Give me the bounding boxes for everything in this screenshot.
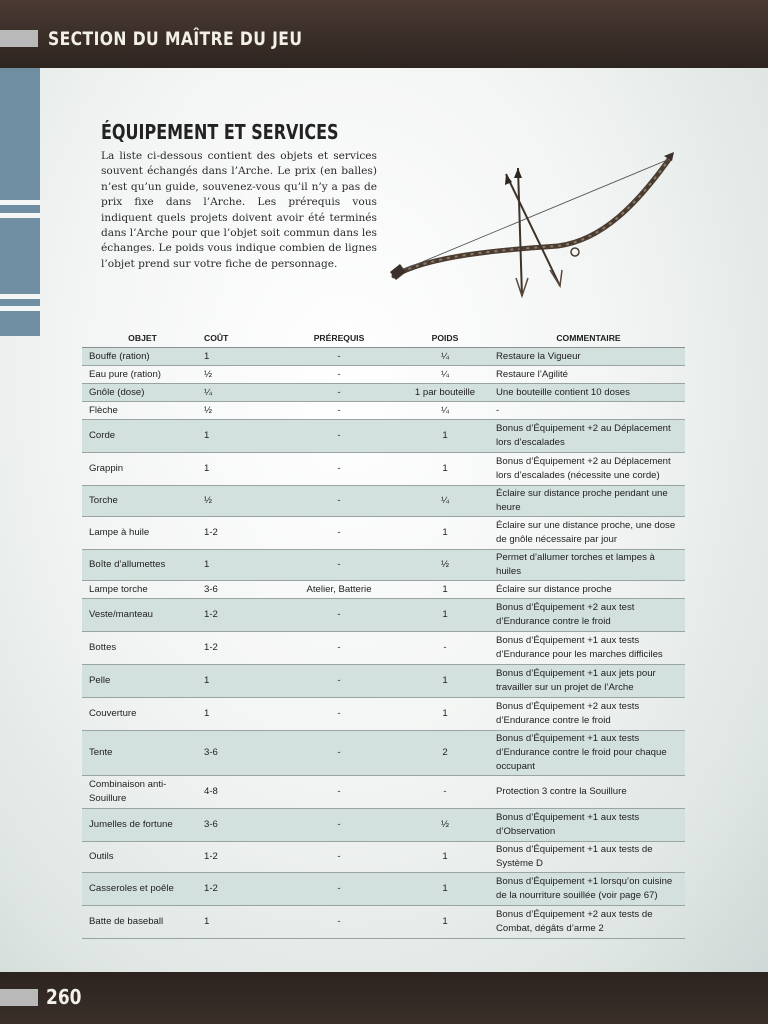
cell-objet: Couverture	[82, 698, 200, 731]
cell-prerequis: -	[278, 809, 400, 842]
table-row	[82, 366, 685, 384]
cell-objet: Batte de baseball	[82, 906, 200, 939]
cell-cout: 1-2	[200, 517, 278, 550]
table-row	[82, 453, 685, 486]
cell-objet: Bouffe (ration)	[82, 348, 200, 366]
cell-poids: 1	[400, 420, 490, 453]
cell-poids: -	[400, 632, 490, 665]
cell-commentaire: Bonus d’Équipement +2 aux tests d’Endurance contre le froid	[490, 698, 685, 731]
cell-prerequis: -	[278, 453, 400, 486]
cell-objet: Casseroles et poêle	[82, 873, 200, 906]
cell-prerequis: -	[278, 348, 400, 366]
table-row	[82, 348, 685, 366]
cell-prerequis: -	[278, 402, 400, 420]
column-header-poids: POIDS	[400, 328, 490, 348]
cell-objet: Jumelles de fortune	[82, 809, 200, 842]
column-header-prerequis: PRÉREQUIS	[278, 328, 400, 348]
cell-cout: 1-2	[200, 873, 278, 906]
cell-poids: 1	[400, 517, 490, 550]
cell-cout: ½	[200, 402, 278, 420]
cell-objet: Torche	[82, 486, 200, 517]
cell-objet: Gnôle (dose)	[82, 384, 200, 402]
table-row	[82, 486, 685, 517]
cell-cout: 3-6	[200, 731, 278, 776]
cell-poids: 1	[400, 599, 490, 632]
side-tab-stripe	[0, 306, 40, 311]
cell-poids: 1	[400, 698, 490, 731]
cell-prerequis: -	[278, 550, 400, 581]
column-header-objet: OBJET	[82, 328, 200, 348]
table-row	[82, 776, 685, 809]
cell-objet: Boîte d’allumettes	[82, 550, 200, 581]
side-tab-stripe	[0, 200, 40, 205]
table-row	[82, 420, 685, 453]
cell-cout: 1	[200, 698, 278, 731]
cell-prerequis: -	[278, 486, 400, 517]
column-header-commentaire: COMMENTAIRE	[490, 328, 685, 348]
cell-objet: Bottes	[82, 632, 200, 665]
cell-prerequis: -	[278, 842, 400, 873]
cell-cout: 1	[200, 420, 278, 453]
cell-commentaire: Bonus d’Équipement +1 lorsqu’on cuisine de la nourriture souillée (voir page 67)	[490, 873, 685, 906]
cell-prerequis: -	[278, 731, 400, 776]
cell-objet: Combinaison anti-Souillure	[82, 776, 200, 809]
cell-objet: Grappin	[82, 453, 200, 486]
cell-objet: Corde	[82, 420, 200, 453]
cell-objet: Veste/manteau	[82, 599, 200, 632]
cell-poids: ½	[400, 550, 490, 581]
cell-objet: Outils	[82, 842, 200, 873]
cell-cout: 1	[200, 453, 278, 486]
cell-poids: ¼	[400, 486, 490, 517]
cell-prerequis: -	[278, 776, 400, 809]
cell-commentaire: Bonus d’Équipement +2 aux tests de Combat, dégâts d’arme 2	[490, 906, 685, 939]
cell-commentaire: Bonus d’Équipement +1 aux tests d’Endurance contre le froid pour chaque occupant	[490, 731, 685, 776]
header-accent-bar	[0, 30, 38, 47]
cell-poids: 1	[400, 453, 490, 486]
cell-commentaire: Bonus d’Équipement +1 aux tests de Système D	[490, 842, 685, 873]
cell-prerequis: -	[278, 599, 400, 632]
cell-commentaire: Bonus d’Équipement +2 aux test d’Endurance contre le froid	[490, 599, 685, 632]
cell-poids: 1	[400, 842, 490, 873]
cell-cout: 3-6	[200, 809, 278, 842]
table-row	[82, 698, 685, 731]
cell-commentaire: Restaure la Vigueur	[490, 348, 685, 366]
cell-prerequis: -	[278, 906, 400, 939]
cell-poids: 1	[400, 873, 490, 906]
table-row	[82, 581, 685, 599]
table-row	[82, 632, 685, 665]
cell-commentaire: -	[490, 402, 685, 420]
cell-poids: 1	[400, 906, 490, 939]
cell-poids: ¼	[400, 348, 490, 366]
cell-cout: 1	[200, 906, 278, 939]
table-row	[82, 731, 685, 776]
cell-cout: 4-8	[200, 776, 278, 809]
cell-commentaire: Bonus d’Équipement +1 aux jets pour travailler sur un projet de l’Arche	[490, 665, 685, 698]
table-header-row	[82, 328, 685, 348]
table-row	[82, 517, 685, 550]
cell-prerequis: -	[278, 632, 400, 665]
cell-commentaire: Permet d’allumer torches et lampes à huiles	[490, 550, 685, 581]
cell-prerequis: -	[278, 420, 400, 453]
cell-prerequis: -	[278, 366, 400, 384]
cell-prerequis: -	[278, 517, 400, 550]
page-number: 260	[46, 985, 82, 1009]
cell-objet: Tente	[82, 731, 200, 776]
table-row	[82, 550, 685, 581]
cell-objet: Lampe torche	[82, 581, 200, 599]
cell-prerequis: -	[278, 698, 400, 731]
table-row	[82, 665, 685, 698]
intro-paragraph: La liste ci-dessous contient des objets et services souvent échangés dans l’Arche. Le prix (en balles) n’est qu’un guide, souvenez-vous qu’il n’y a pas de prix fixe dans l’Arche. Les prérequis vous indiquent quels projets doivent avoir été terminés dans l’Arche pour que l’objet soit commun dans les échanges. Le poids vous indique combien de lignes l’objet prend sur votre fiche de personnage.	[101, 150, 377, 270]
side-tab-stripe	[0, 213, 40, 218]
bow-and-arrows-illustration	[388, 148, 688, 303]
table-row	[82, 402, 685, 420]
section-header-title: SECTION DU MAÎTRE DU JEU	[48, 28, 303, 50]
cell-objet: Pelle	[82, 665, 200, 698]
table-row	[82, 842, 685, 873]
table-row	[82, 809, 685, 842]
footer-band	[0, 972, 768, 1024]
cell-poids: ¼	[400, 366, 490, 384]
cell-commentaire: Protection 3 contre la Souillure	[490, 776, 685, 809]
cell-commentaire: Éclaire sur une distance proche, une dose de gnôle nécessaire par jour	[490, 517, 685, 550]
cell-cout: 1	[200, 665, 278, 698]
table-row	[82, 599, 685, 632]
cell-poids: 1 par bouteille	[400, 384, 490, 402]
cell-cout: 3-6	[200, 581, 278, 599]
cell-commentaire: Bonus d’Équipement +2 au Déplacement lors d’escalades (nécessite une corde)	[490, 453, 685, 486]
cell-objet: Lampe à huile	[82, 517, 200, 550]
cell-commentaire: Restaure l’Agilité	[490, 366, 685, 384]
equipment-table	[82, 328, 685, 939]
cell-prerequis: Atelier, Batterie	[278, 581, 400, 599]
side-tab-stripe	[0, 294, 40, 299]
header-band	[0, 0, 768, 68]
cell-cout: ½	[200, 486, 278, 517]
cell-commentaire: Bonus d’Équipement +2 au Déplacement lors d’escalades	[490, 420, 685, 453]
cell-poids: -	[400, 776, 490, 809]
footer-accent-bar	[0, 989, 38, 1006]
cell-commentaire: Bonus d’Équipement +1 aux tests d’Endurance pour les marches difficiles	[490, 632, 685, 665]
cell-poids: 2	[400, 731, 490, 776]
cell-cout: 1-2	[200, 632, 278, 665]
cell-cout: 1-2	[200, 842, 278, 873]
cell-prerequis: -	[278, 665, 400, 698]
table-row	[82, 873, 685, 906]
cell-cout: ¼	[200, 384, 278, 402]
table-row	[82, 384, 685, 402]
cell-cout: 1	[200, 550, 278, 581]
cell-poids: ¼	[400, 402, 490, 420]
cell-commentaire: Une bouteille contient 10 doses	[490, 384, 685, 402]
cell-prerequis: -	[278, 384, 400, 402]
section-title: ÉQUIPEMENT ET SERVICES	[101, 120, 339, 144]
cell-commentaire: Bonus d’Équipement +1 aux tests d’Observation	[490, 809, 685, 842]
cell-cout: 1-2	[200, 599, 278, 632]
column-header-cout: COÛT	[200, 328, 278, 348]
cell-poids: 1	[400, 581, 490, 599]
cell-cout: ½	[200, 366, 278, 384]
cell-poids: 1	[400, 665, 490, 698]
side-tab	[0, 68, 40, 336]
cell-prerequis: -	[278, 873, 400, 906]
cell-objet: Flèche	[82, 402, 200, 420]
cell-poids: ½	[400, 809, 490, 842]
table-row	[82, 906, 685, 939]
cell-cout: 1	[200, 348, 278, 366]
cell-objet: Eau pure (ration)	[82, 366, 200, 384]
cell-commentaire: Éclaire sur distance proche pendant une heure	[490, 486, 685, 517]
cell-commentaire: Éclaire sur distance proche	[490, 581, 685, 599]
